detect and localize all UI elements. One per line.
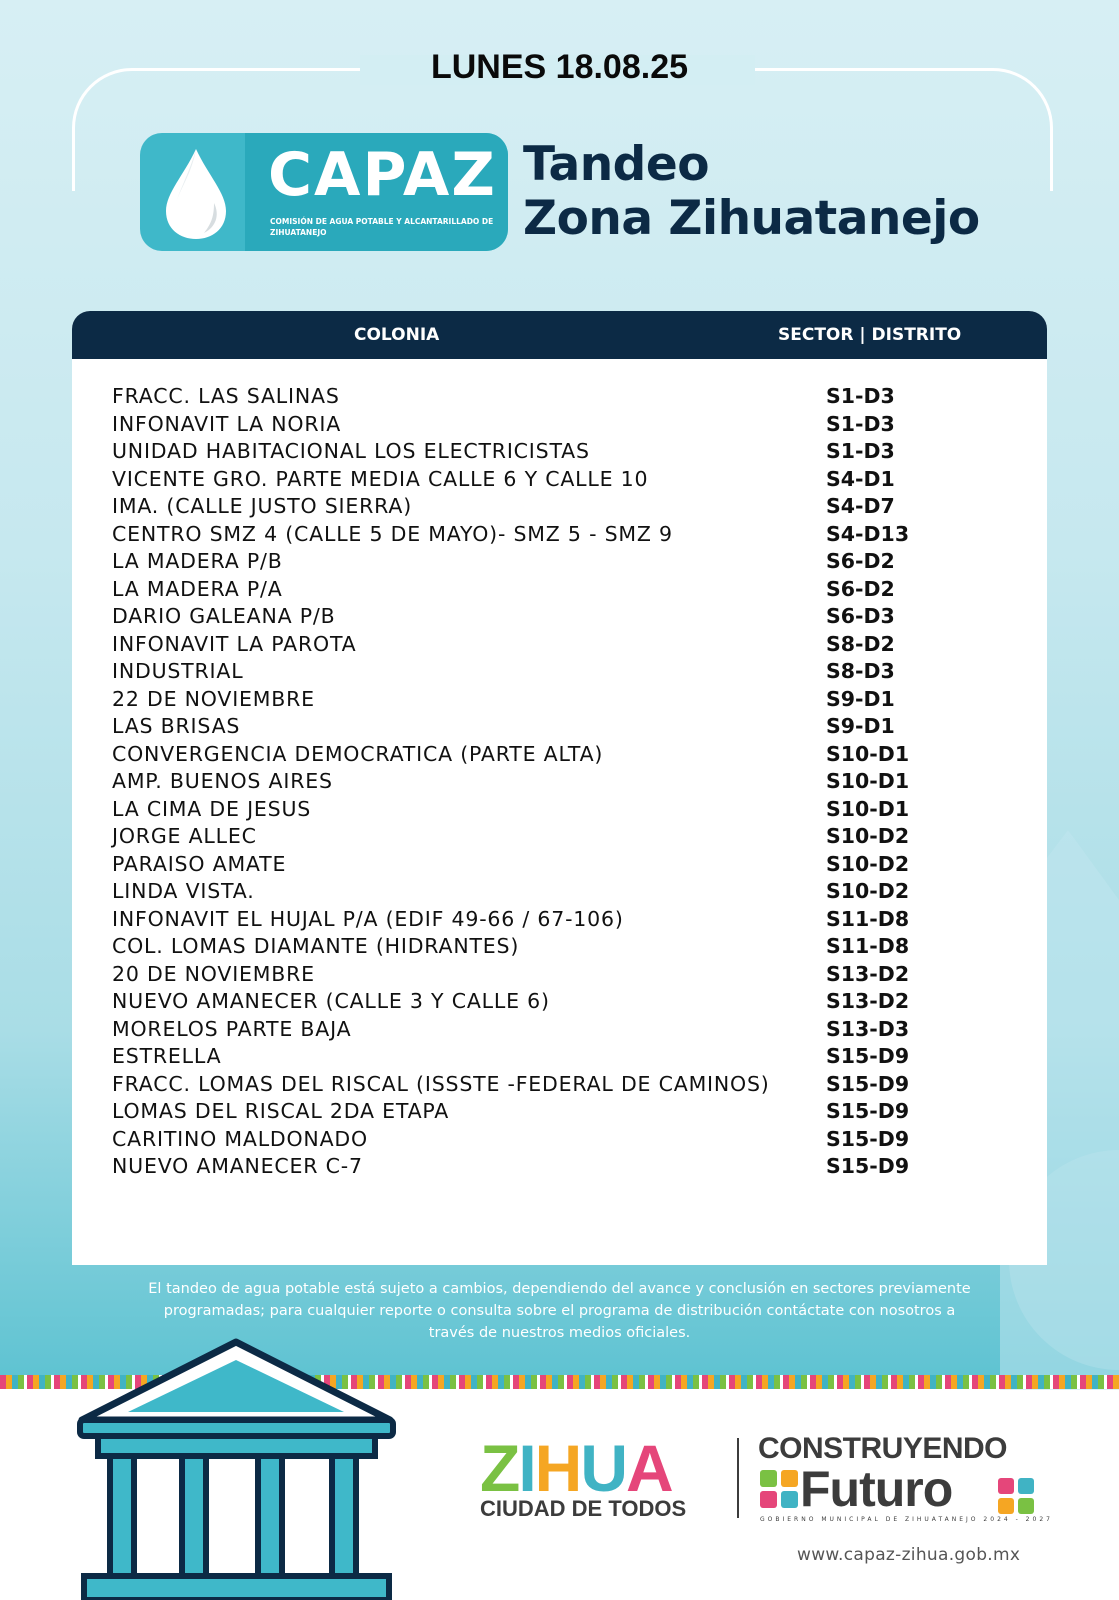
colonia-cell: FRACC. LOMAS DEL RISCAL (ISSSTE -FEDERAL DE CAMINOS) — [112, 1071, 770, 1096]
table-row — [112, 934, 1012, 962]
squares-mark-icon — [998, 1478, 1036, 1516]
table-row — [112, 439, 1012, 467]
sector-cell: S4-D7 — [826, 494, 895, 518]
colonia-cell: COL. LOMAS DIAMANTE (HIDRANTES) — [112, 934, 520, 958]
headline — [523, 138, 980, 246]
table-row — [112, 604, 1012, 632]
colonia-cell: PARAISO AMATE — [112, 851, 287, 876]
logo-subtitle: COMISIÓN DE AGUA POTABLE Y ALCANTARILLADO DE ZIHUATANEJO — [270, 217, 494, 237]
table-row — [112, 577, 1012, 605]
sector-cell: S4-D13 — [826, 521, 910, 546]
table-row — [112, 824, 1012, 852]
colonia-cell: INFONAVIT EL HUJAL P/A (EDIF 49-66 / 67-106) — [112, 906, 624, 931]
colonia-cell: AMP. BUENOS AIRES — [112, 769, 333, 793]
ciudad-de-todos: CIUDAD DE TODOS — [480, 1496, 687, 1521]
sector-cell: S13-D2 — [826, 989, 910, 1013]
table-row — [112, 797, 1012, 825]
colonia-cell: INFONAVIT LA NORIA — [112, 411, 342, 436]
sector-cell: S10-D2 — [826, 879, 910, 903]
table-row — [112, 1127, 1012, 1155]
colonia-cell: DARIO GALEANA P/B — [112, 604, 336, 628]
colonia-cell: CENTRO SMZ 4 (CALLE 5 DE MAYO)- SMZ 5 - SMZ 9 — [112, 521, 673, 546]
sector-cell: S15-D9 — [826, 1099, 910, 1123]
table-row — [112, 467, 1012, 495]
colonia-cell: MORELOS PARTE BAJA — [112, 1016, 352, 1041]
futuro-text: Futuro — [800, 1461, 953, 1517]
sector-cell: S8-D2 — [826, 631, 895, 656]
table-row — [112, 879, 1012, 907]
colonia-cell: LINDA VISTA. — [112, 879, 255, 903]
colonia-cell: JORGE ALLEC — [112, 824, 257, 848]
colonia-cell: CONVERGENCIA DEMOCRATICA (PARTE ALTA) — [112, 741, 604, 766]
sector-cell: S10-D1 — [826, 741, 910, 766]
squares-mark-icon — [760, 1470, 800, 1510]
colonia-cell: LA MADERA P/A — [112, 576, 283, 601]
table-row — [112, 1072, 1012, 1100]
construyendo-text: CONSTRUYENDO — [758, 1432, 1008, 1465]
headline-line2: Zona Zihuatanejo — [523, 191, 980, 246]
sector-cell: S1-D3 — [826, 411, 895, 436]
table-header — [72, 311, 1047, 359]
colonia-cell: 20 DE NOVIEMBRE — [112, 961, 315, 986]
sector-cell: S4-D1 — [826, 466, 895, 491]
table-row — [112, 1044, 1012, 1072]
table-row — [112, 1017, 1012, 1045]
table-row — [112, 659, 1012, 687]
table-row — [112, 1099, 1012, 1127]
table-body — [112, 384, 1012, 1182]
zihua-logo — [480, 1430, 672, 1506]
table-row — [112, 742, 1012, 770]
zihua-letter: U — [580, 1431, 627, 1505]
sector-cell: S10-D1 — [826, 769, 910, 793]
sector-cell: S10-D1 — [826, 796, 910, 821]
sector-cell: S6-D2 — [826, 576, 895, 601]
zihua-letter: H — [534, 1431, 581, 1505]
colonia-cell: ESTRELLA — [112, 1044, 222, 1068]
colonia-cell: VICENTE GRO. PARTE MEDIA CALLE 6 Y CALLE 10 — [112, 466, 649, 491]
colonia-cell: LAS BRISAS — [112, 714, 241, 738]
table-row — [112, 1154, 1012, 1182]
sector-cell: S15-D9 — [826, 1154, 910, 1178]
building-icon — [74, 1338, 399, 1600]
table-row — [112, 549, 1012, 577]
colonia-cell: 22 DE NOVIEMBRE — [112, 686, 315, 711]
disclaimer-line3: través de nuestros medios oficiales. — [428, 1325, 691, 1341]
table-row — [112, 962, 1012, 990]
colonia-cell: IMA. (CALLE JUSTO SIERRA) — [112, 494, 413, 518]
sector-cell: S13-D2 — [826, 961, 910, 986]
sector-cell: S8-D3 — [826, 659, 895, 683]
colonia-cell: LA CIMA DE JESUS — [112, 796, 312, 821]
colonia-cell: NUEVO AMANECER C-7 — [112, 1154, 363, 1178]
sector-cell: S15-D9 — [826, 1126, 910, 1151]
table-row — [112, 522, 1012, 550]
table-row — [112, 907, 1012, 935]
header-sector: SECTOR | DISTRITO — [778, 325, 962, 345]
colonia-cell: UNIDAD HABITACIONAL LOS ELECTRICISTAS — [112, 439, 590, 463]
sector-cell: S1-D3 — [826, 439, 895, 463]
gobierno-caption: GOBIERNO MUNICIPAL DE ZIHUATANEJO 2024 - 2027 — [760, 1516, 1053, 1523]
sector-cell: S13-D3 — [826, 1016, 910, 1041]
disclaimer — [100, 1278, 1019, 1344]
headline-line1: Tandeo — [523, 137, 709, 192]
sector-cell: S6-D2 — [826, 549, 895, 573]
table-row — [112, 687, 1012, 715]
sector-cell: S15-D9 — [826, 1071, 910, 1096]
disclaimer-line2: programadas; para cualquier reporte o consulta sobre el programa de distribución contáctate con nosotros a — [163, 1303, 956, 1319]
table-row — [112, 852, 1012, 880]
sector-cell: S10-D2 — [826, 851, 910, 876]
colonia-cell: LOMAS DEL RISCAL 2DA ETAPA — [112, 1099, 450, 1123]
table-row — [112, 989, 1012, 1017]
colonia-cell: LA MADERA P/B — [112, 549, 283, 573]
sector-cell: S6-D3 — [826, 604, 895, 628]
sector-cell: S11-D8 — [826, 934, 910, 958]
table-row — [112, 714, 1012, 742]
colonia-cell: FRACC. LAS SALINAS — [112, 384, 340, 408]
table-row — [112, 632, 1012, 660]
sector-cell: S1-D3 — [826, 384, 895, 408]
water-drop-icon — [146, 143, 246, 243]
colonia-cell: INFONAVIT LA PAROTA — [112, 631, 357, 656]
table-row — [112, 412, 1012, 440]
sector-cell: S9-D1 — [826, 686, 895, 711]
zihua-letter: A — [626, 1431, 672, 1505]
sector-cell: S15-D9 — [826, 1044, 910, 1068]
sector-cell: S9-D1 — [826, 714, 895, 738]
table-row — [112, 494, 1012, 522]
sector-cell: S10-D2 — [826, 824, 910, 848]
logo-word: CAPAZ — [268, 140, 497, 210]
colonia-cell: INDUSTRIAL — [112, 659, 244, 683]
colonia-cell: CARITINO MALDONADO — [112, 1126, 368, 1151]
website-url[interactable]: www.capaz-zihua.gob.mx — [797, 1545, 1021, 1565]
logo-divider — [737, 1438, 739, 1518]
table-row — [112, 384, 1012, 412]
disclaimer-line1: El tandeo de agua potable está sujeto a cambios, dependiendo del avance y conclusión en sectores previamente — [148, 1281, 971, 1297]
table-row — [112, 769, 1012, 797]
sector-cell: S11-D8 — [826, 906, 910, 931]
header-colonia: COLONIA — [354, 325, 440, 345]
zihua-letter: I — [518, 1431, 535, 1505]
date-title: LUNES 18.08.25 — [430, 48, 689, 86]
zihua-letter: Z — [480, 1431, 519, 1505]
schedule-table — [72, 311, 1047, 1265]
colonia-cell: NUEVO AMANECER (CALLE 3 Y CALLE 6) — [112, 989, 550, 1013]
